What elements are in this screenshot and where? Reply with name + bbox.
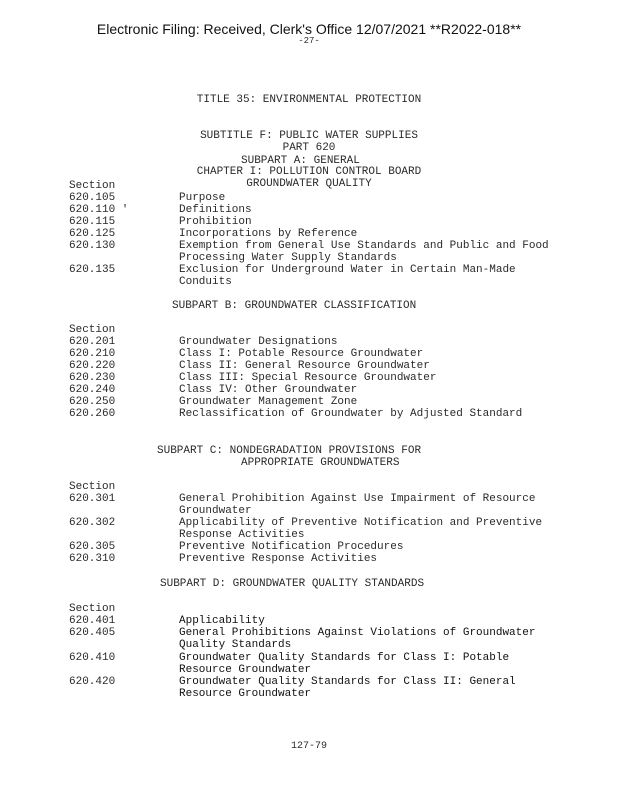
section-row xyxy=(69,372,589,384)
page-marker: -27- xyxy=(298,36,320,46)
subpart-b-heading: SUBPART B: GROUNDWATER CLASSIFICATION xyxy=(172,300,417,312)
section-number: 620.405 xyxy=(69,627,116,639)
section-row xyxy=(69,192,589,204)
section-title: Groundwater Designations xyxy=(179,336,338,348)
section-number: 620.220 xyxy=(69,360,116,372)
section-row xyxy=(69,360,589,372)
section-row xyxy=(69,348,589,360)
subpart-c-heading: SUBPART C: NONDEGRADATION PROVISIONS FOR xyxy=(157,445,422,457)
section-number: 620.201 xyxy=(69,336,116,348)
section-row xyxy=(69,264,589,288)
section-number: 620.301 xyxy=(69,493,116,505)
section-title: Reclassification of Groundwater by Adjusted Standard xyxy=(179,408,523,420)
subtitle-line: SUBTITLE F: PUBLIC WATER SUPPLIES xyxy=(200,130,418,142)
section-title: Groundwater Quality Standards for Class II: General Resource Groundwater xyxy=(179,676,516,700)
section-row xyxy=(69,553,589,565)
section-title: Exemption from General Use Standards and Public and Food Processing Water Supply Standards xyxy=(179,240,549,264)
page-footer: 127-79 xyxy=(290,741,327,752)
section-title: Class IV: Other Groundwater xyxy=(179,384,358,396)
section-number: 620.302 xyxy=(69,517,116,529)
section-number: 620.305 xyxy=(69,541,116,553)
chapter-line: CHAPTER I: POLLUTION CONTROL BOARD xyxy=(196,166,422,178)
section-number: 620.401 xyxy=(69,615,116,627)
section-title: Applicability xyxy=(179,615,265,627)
section-row xyxy=(69,384,589,396)
section-title: Class I: Potable Resource Groundwater xyxy=(179,348,424,360)
section-number: 620.125 xyxy=(69,228,116,240)
section-number: 620.310 xyxy=(69,553,116,565)
section-title: Preventive Response Activities xyxy=(179,553,378,565)
section-row xyxy=(69,204,589,216)
section-title: Applicability of Preventive Notification and Preventive Response Activities xyxy=(179,517,543,541)
section-row xyxy=(69,336,589,348)
section-number: 620.210 xyxy=(69,348,116,360)
section-title: General Prohibition Against Use Impairment of Resource Groundwater xyxy=(179,493,536,517)
section-column-label: Section xyxy=(69,481,116,493)
section-row xyxy=(69,228,589,240)
section-row xyxy=(69,652,589,676)
part-name: GROUNDWATER QUALITY xyxy=(246,178,372,190)
subpart-a-heading: SUBPART A: GENERAL xyxy=(241,155,360,167)
section-column-label: Section xyxy=(69,603,116,615)
section-row xyxy=(69,216,589,228)
subpart-c-heading-continued: APPROPRIATE GROUNDWATERS xyxy=(241,457,400,469)
section-row xyxy=(69,408,589,420)
section-title: Exclusion for Underground Water in Certain Man-Made Conduits xyxy=(179,264,516,288)
section-row xyxy=(69,541,589,553)
section-title: Prohibition xyxy=(179,216,252,228)
section-number: 620.135 xyxy=(69,264,116,276)
section-row xyxy=(69,676,589,700)
part-number: PART 620 xyxy=(282,142,336,154)
section-column-label: Section xyxy=(69,180,116,192)
section-number: 620.115 xyxy=(69,216,116,228)
section-number: 620.260 xyxy=(69,408,116,420)
section-title: Purpose xyxy=(179,192,226,204)
section-row xyxy=(69,627,589,651)
subpart-d-heading: SUBPART D: GROUNDWATER QUALITY STANDARDS xyxy=(160,578,425,590)
section-row xyxy=(69,615,589,627)
section-number: 620.250 xyxy=(69,396,116,408)
section-number: 620.420 xyxy=(69,676,116,688)
section-title: Class III: Special Resource Groundwater xyxy=(179,372,437,384)
section-row xyxy=(69,517,589,541)
section-title: Incorporations by Reference xyxy=(179,228,358,240)
section-row xyxy=(69,240,589,264)
section-number: 620.240 xyxy=(69,384,116,396)
electronic-filing-stamp: Electronic Filing: Received, Clerk's Office 12/07/2021 **R2022-018** xyxy=(96,21,522,37)
section-title: Preventive Notification Procedures xyxy=(179,541,404,553)
title-line: TITLE 35: ENVIRONMENTAL PROTECTION xyxy=(196,94,422,106)
section-number: 620.230 xyxy=(69,372,116,384)
section-title: Groundwater Quality Standards for Class I: Potable Resource Groundwater xyxy=(179,652,510,676)
section-row xyxy=(69,396,589,408)
section-column-label: Section xyxy=(69,324,116,336)
section-title: Definitions xyxy=(179,204,252,216)
section-number: 620.105 xyxy=(69,192,116,204)
section-number: 620.130 xyxy=(69,240,116,252)
section-title: Class II: General Resource Groundwater xyxy=(179,360,430,372)
section-title: Groundwater Management Zone xyxy=(179,396,358,408)
section-title: General Prohibitions Against Violations of Groundwater Quality Standards xyxy=(179,627,536,651)
section-number: 620.410 xyxy=(69,652,116,664)
section-number: 620.110 ' xyxy=(69,204,129,216)
section-row xyxy=(69,493,589,517)
